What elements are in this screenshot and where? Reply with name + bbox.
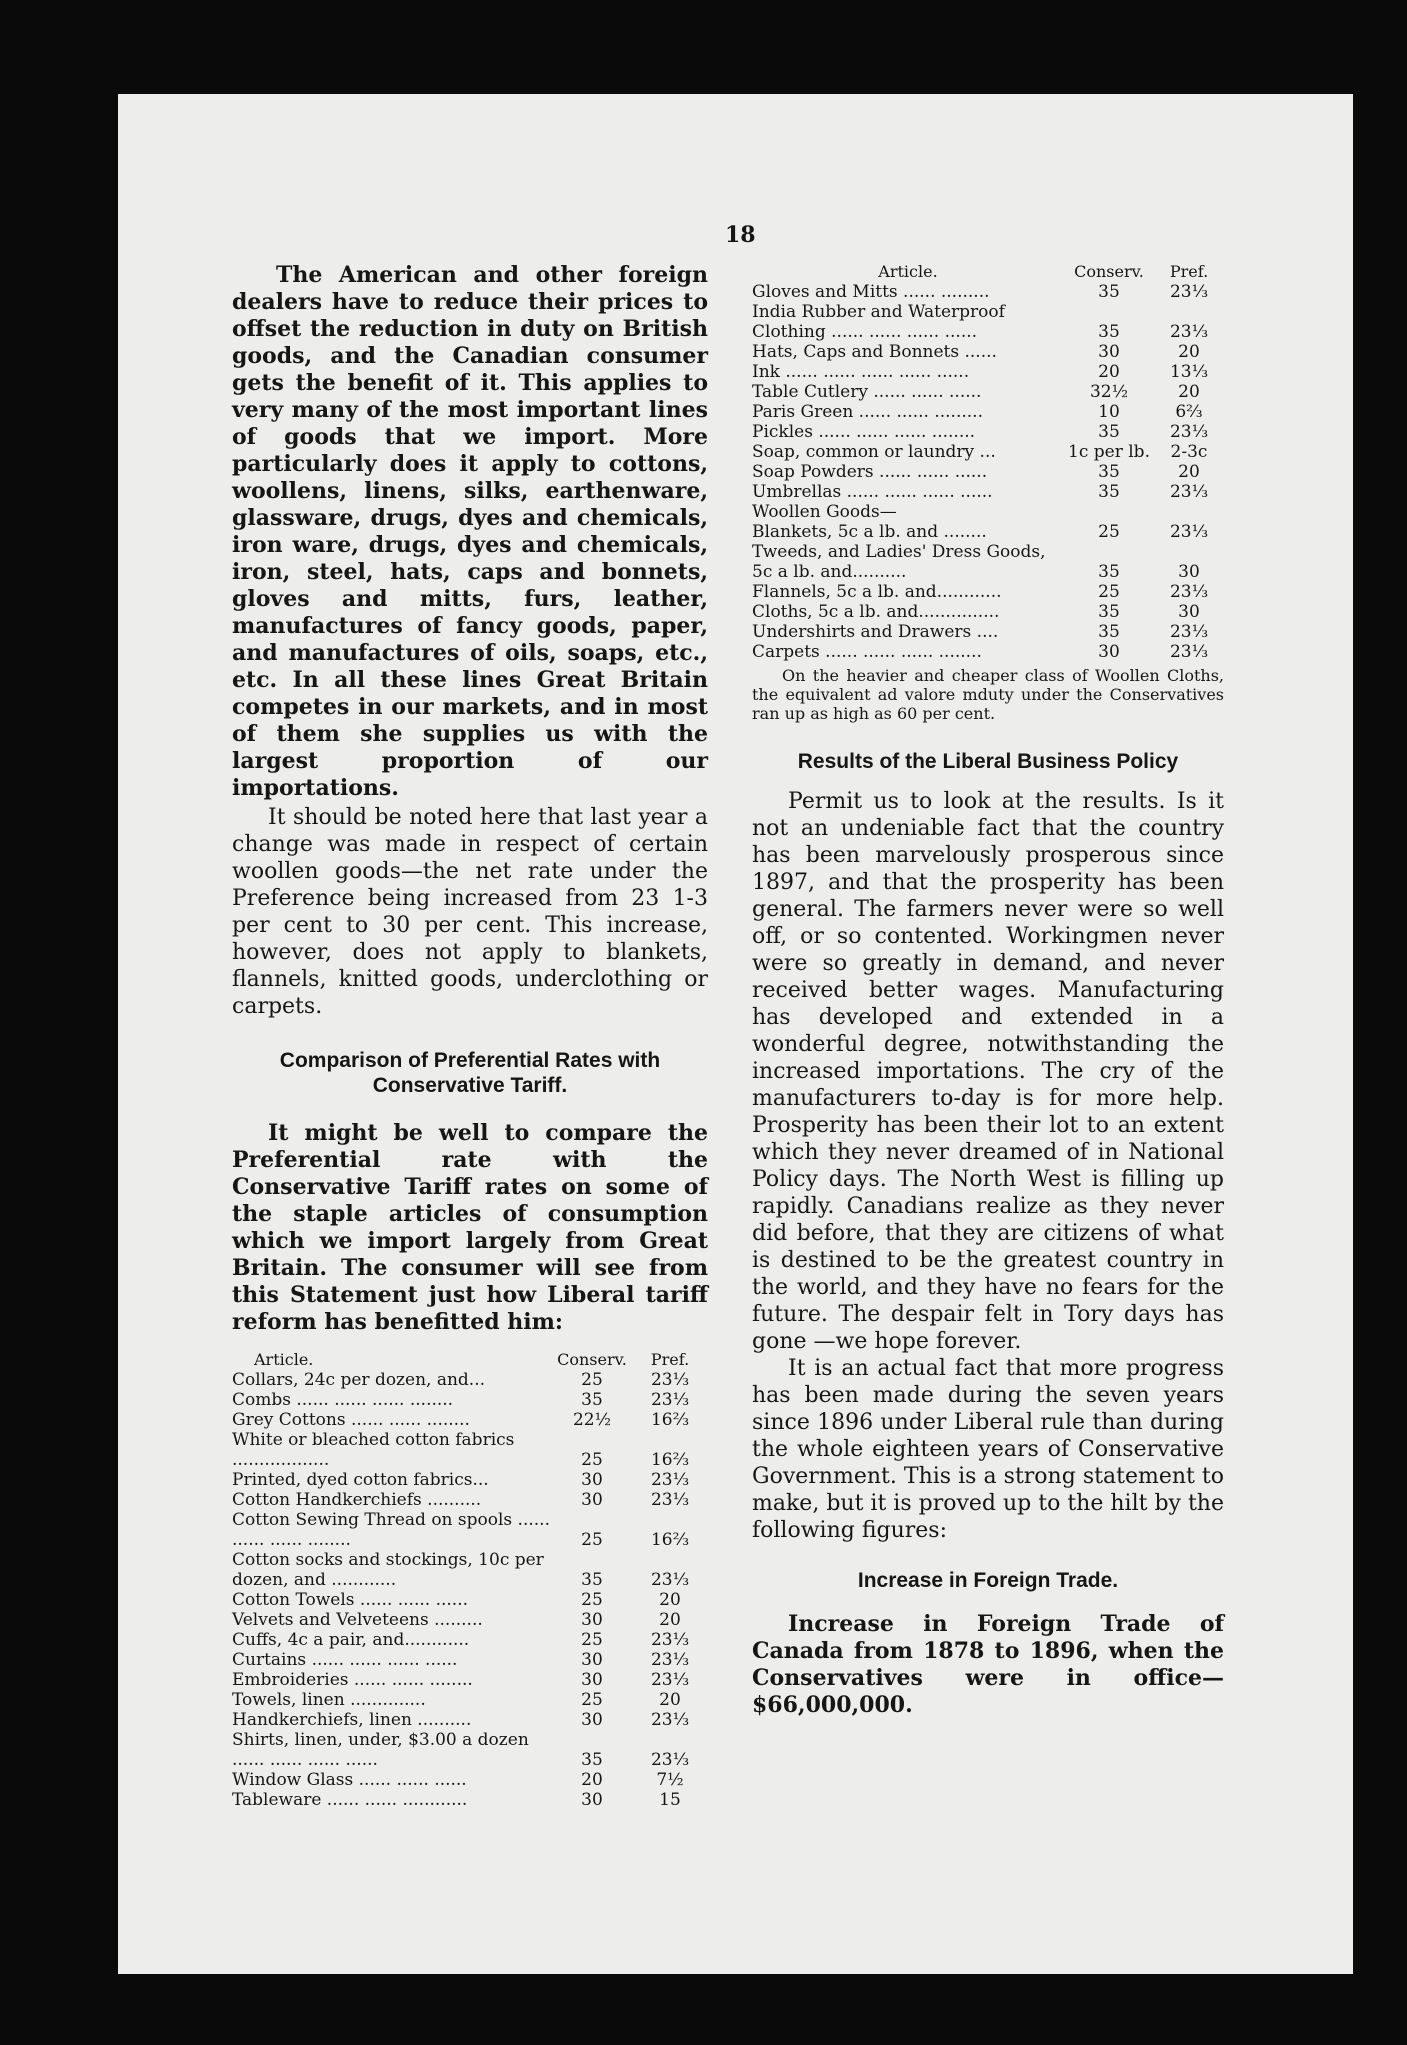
article-header: Article. (254, 1350, 314, 1369)
page-number: 18 (725, 222, 756, 248)
article-cell: Tweeds, and Ladies' Dress Goods, 5c a lb. and.......... (752, 542, 1046, 582)
conserv-cell: 35 (1098, 322, 1120, 342)
conserv-cell: 35 (581, 1390, 603, 1410)
table-row (752, 602, 1224, 622)
article-cell: Towels, linen .............. (232, 1690, 426, 1710)
pref-cell: 23⅓ (650, 1390, 690, 1410)
table-row (752, 382, 1224, 402)
pref-cell: 7½ (656, 1770, 684, 1790)
conserv-cell: 35 (1098, 422, 1120, 442)
article-cell: Cotton Sewing Thread on spools ...... ...... ...... ........ (232, 1510, 550, 1550)
article-cell: Handkerchiefs, linen .......... (232, 1710, 472, 1730)
article-cell: Blankets, 5c a lb. and ........ (752, 522, 987, 542)
pref-cell: 20 (659, 1690, 681, 1710)
pref-cell: 16⅔ (650, 1450, 690, 1470)
conserv-cell: 35 (581, 1750, 603, 1770)
article-cell: Curtains ...... ...... ...... ...... (232, 1650, 458, 1670)
table-row (752, 522, 1224, 542)
pref-cell: 23⅓ (1169, 522, 1209, 542)
pref-cell: 2-3c (1170, 442, 1208, 462)
table-row (232, 1770, 708, 1790)
conserv-cell: 30 (581, 1790, 603, 1810)
conserv-cell: 30 (581, 1470, 603, 1490)
conserv-cell: 22½ (572, 1410, 612, 1430)
table-header-row (752, 262, 1224, 282)
conserv-cell: 25 (581, 1690, 603, 1710)
conserv-cell: 1c per lb. (1068, 442, 1150, 462)
pref-cell: 30 (1178, 562, 1200, 582)
conserv-cell: 30 (1098, 342, 1120, 362)
article-cell: White or bleached cotton fabrics .................. (232, 1430, 515, 1470)
pref-cell: 23⅓ (650, 1570, 690, 1590)
conserv-cell: 30 (581, 1710, 603, 1730)
pref-cell: 23⅓ (1169, 622, 1209, 642)
table-row (232, 1730, 708, 1770)
table-row (752, 582, 1224, 602)
conserv-cell: 35 (1098, 562, 1120, 582)
table-row (232, 1370, 708, 1390)
table-row (232, 1510, 708, 1550)
conserv-cell (1064, 502, 1154, 522)
article-cell: Soap, common or laundry ... (752, 442, 996, 462)
pref-cell: 23⅓ (650, 1630, 690, 1650)
pref-cell (1154, 502, 1224, 522)
comparison-paragraph: It might be well to compare the Preferential rate with the Conservative Tariff rates on some of the staple articles of consumption which we import largely from Great Britain. The consumer will see from this Statement just how Liberal tariff reform has benefitted him: (232, 1120, 708, 1335)
pref-cell: 23⅓ (650, 1750, 690, 1770)
pref-cell: 30 (1178, 602, 1200, 622)
pref-cell: 23⅓ (650, 1490, 690, 1510)
conserv-cell: 20 (1098, 362, 1120, 382)
table-row (752, 422, 1224, 442)
article-cell: Flannels, 5c a lb. and............ (752, 582, 1002, 602)
conserv-cell: 10 (1098, 402, 1120, 422)
article-cell: Tableware ...... ...... ............ (232, 1790, 468, 1810)
results-paragraph: Permit us to look at the results. Is it not an undeniable fact that the country has been marvelously prosperous since 1897, and that the prosperity has been general. The farmers never were so well off, or so contented. Workingmen never were so greatly in demand, and never received better wages. Manufacturing has developed and extended in a wonderful degree, notwithstanding the increased importations. The cry of the manufacturers to-day is for more help. Prosperity has been their lot to an extent which they never dreamed of in National Policy days. The North West is filling up rapidly. Canadians realize as they never did before, that they are citizens of what is destined to be the greatest country in the world, and they have no fears for the future. The despair felt in Tory days has gone —we hope forever. (752, 789, 1224, 1354)
pref-cell: 23⅓ (1169, 482, 1209, 502)
conserv-cell: 35 (1098, 602, 1120, 622)
pref-cell: 16⅔ (650, 1410, 690, 1430)
table-row (752, 462, 1224, 482)
pref-cell: 23⅓ (650, 1670, 690, 1690)
pref-cell: 20 (1178, 342, 1200, 362)
conserv-header: Conserv. (1074, 262, 1144, 281)
conserv-cell: 25 (1098, 522, 1120, 542)
table-row (232, 1690, 708, 1710)
table-header-row (232, 1350, 708, 1370)
conserv-cell: 35 (1098, 482, 1120, 502)
intro-paragraph: The American and other foreign dealers have to reduce their prices to offset the reduction in duty on British goods, and the Canadian consumer gets the benefit of it. This applies to very many of the most important lines of goods that we import. More particularly does it apply to cottons, woollens, linens, silks, earthenware, glassware, drugs, dyes and chemicals, iron ware, drugs, dyes and chemicals, iron, steel, hats, caps and bonnets, gloves and mitts, furs, leather, manufactures of fancy goods, paper, and manufactures of oils, soaps, etc., etc. In all these lines Great Britain competes in our markets, and in most of them she supplies us with the largest proportion of our importations. (232, 262, 708, 801)
table-row (752, 282, 1224, 302)
pref-header: Pref. (1169, 262, 1209, 281)
article-cell: Embroideries ...... ...... ........ (232, 1670, 473, 1690)
conserv-cell: 25 (581, 1450, 603, 1470)
article-cell: India Rubber and Waterproof Clothing ...... ...... ...... ...... (752, 302, 1005, 342)
article-cell: Cloths, 5c a lb. and............... (752, 602, 1000, 622)
conserv-cell: 35 (1098, 282, 1120, 302)
pref-cell: 6⅔ (1175, 402, 1203, 422)
article-cell: Window Glass ...... ...... ...... (232, 1770, 467, 1790)
table-row (232, 1790, 708, 1810)
article-cell: Ink ...... ...... ...... ...... ...... (752, 362, 970, 382)
pref-cell: 23⅓ (1169, 422, 1209, 442)
article-cell: Pickles ...... ...... ...... ........ (752, 422, 976, 442)
conserv-cell: 25 (581, 1630, 603, 1650)
article-cell: Cotton Handkerchiefs .......... (232, 1490, 482, 1510)
article-cell: Woollen Goods— (752, 502, 897, 522)
table-row (232, 1670, 708, 1690)
article-cell: Gloves and Mitts ...... ......... (752, 282, 990, 302)
article-cell: Cotton socks and stockings, 10c per dozen, and ............ (232, 1550, 544, 1590)
article-cell: Cotton Towels ...... ...... ...... (232, 1590, 468, 1610)
foreign-trade-heading: Increase in Foreign Trade. (857, 1569, 1119, 1592)
article-cell: Velvets and Velveteens ......... (232, 1610, 483, 1630)
conserv-cell: 30 (1098, 642, 1120, 662)
pref-cell: 23⅓ (650, 1650, 690, 1670)
article-cell: Cuffs, 4c a pair, and............ (232, 1630, 470, 1650)
table-row (752, 542, 1224, 582)
pref-cell: 20 (659, 1590, 681, 1610)
progress-paragraph: It is an actual fact that more progress has been made during the seven years since 1896 under Liberal rule than during the whole eighteen years of Conservative Government. This is a strong statement to make, but it is proved up to the hilt by the following figures: (752, 1356, 1224, 1543)
table-row (752, 502, 1224, 522)
table-row (752, 622, 1224, 642)
conserv-cell: 30 (581, 1490, 603, 1510)
article-cell: Table Cutlery ...... ...... ...... (752, 382, 982, 402)
pref-cell: 20 (1178, 382, 1200, 402)
conserv-cell: 30 (581, 1670, 603, 1690)
conserv-cell: 25 (581, 1590, 603, 1610)
table-row (232, 1470, 708, 1490)
table-row (232, 1650, 708, 1670)
pref-cell: 23⅓ (650, 1710, 690, 1730)
pref-cell: 23⅓ (1169, 642, 1209, 662)
article-cell: Grey Cottons ...... ...... ........ (232, 1410, 470, 1430)
foreign-trade-paragraph: Increase in Foreign Trade of Canada from 1878 to 1896, when the Conservatives were in office—$66,000,000. (752, 1611, 1224, 1718)
pref-cell: 23⅓ (1169, 582, 1209, 602)
conserv-cell: 30 (581, 1610, 603, 1630)
article-cell: Paris Green ...... ...... ......... (752, 402, 983, 422)
woollen-change-paragraph: It should be noted here that last year a change was made in respect of certain woollen goods—the net rate under the Preference being increased from 23 1-3 per cent to 30 per cent. This increase, however, does not apply to blankets, flannels, knitted goods, underclothing or carpets. (232, 805, 708, 1019)
pref-cell: 23⅓ (650, 1470, 690, 1490)
pref-cell: 20 (659, 1610, 681, 1630)
table-row (232, 1710, 708, 1730)
table-row (752, 402, 1224, 422)
conserv-cell: 30 (581, 1650, 603, 1670)
left-column (232, 262, 708, 1810)
table-row (232, 1610, 708, 1630)
conserv-cell: 25 (581, 1370, 603, 1390)
table-row (752, 442, 1224, 462)
table-row (232, 1410, 708, 1430)
conserv-cell: 35 (1098, 462, 1120, 482)
conserv-cell: 25 (1098, 582, 1120, 602)
conserv-cell: 20 (581, 1770, 603, 1790)
article-cell: Collars, 24c per dozen, and... (232, 1370, 486, 1390)
woollen-note: On the heavier and cheaper class of Woollen Cloths, the equivalent ad valore mduty under the Conservatives ran up as high as 60 per cent. (752, 666, 1224, 723)
pref-cell: 20 (1178, 462, 1200, 482)
table-row (752, 302, 1224, 342)
conserv-cell: 35 (1098, 622, 1120, 642)
table-row (232, 1490, 708, 1510)
table-row (752, 342, 1224, 362)
pref-cell: 23⅓ (1169, 322, 1209, 342)
table-row (752, 362, 1224, 382)
table-row (232, 1590, 708, 1610)
right-column (752, 262, 1224, 1719)
article-cell: Carpets ...... ...... ...... ........ (752, 642, 982, 662)
article-cell: Undershirts and Drawers .... (752, 622, 999, 642)
conserv-cell: 32½ (1089, 382, 1129, 402)
left-tariff-table (232, 1350, 708, 1810)
pref-cell: 15 (659, 1790, 681, 1810)
conserv-header: Conserv. (557, 1350, 627, 1369)
article-cell: Shirts, linen, under, $3.00 a dozen ...... ...... ...... ...... (232, 1730, 529, 1770)
article-cell: Printed, dyed cotton fabrics... (232, 1470, 489, 1490)
conserv-cell: 35 (581, 1570, 603, 1590)
table-row (232, 1630, 708, 1650)
pref-cell: 16⅔ (650, 1530, 690, 1550)
table-row (232, 1390, 708, 1410)
article-cell: Soap Powders ...... ...... ...... (752, 462, 988, 482)
table-row (752, 482, 1224, 502)
pref-cell: 23⅓ (1169, 282, 1209, 302)
article-cell: Hats, Caps and Bonnets ...... (752, 342, 997, 362)
results-heading: Results of the Liberal Business Policy (797, 750, 1179, 773)
table-row (232, 1550, 708, 1590)
right-tariff-table (752, 262, 1224, 662)
pref-cell: 23⅓ (650, 1370, 690, 1390)
table-row (232, 1430, 708, 1470)
conserv-cell: 25 (581, 1530, 603, 1550)
table-row (752, 642, 1224, 662)
pref-header: Pref. (650, 1350, 690, 1369)
pref-cell: 13⅓ (1169, 362, 1209, 382)
article-cell: Umbrellas ...... ...... ...... ...... (752, 482, 993, 502)
article-header: Article. (878, 262, 938, 281)
comparison-heading: Comparison of Preferential Rates with Conservative Tariff. (279, 1049, 661, 1097)
article-cell: Combs ...... ...... ...... ........ (232, 1390, 454, 1410)
